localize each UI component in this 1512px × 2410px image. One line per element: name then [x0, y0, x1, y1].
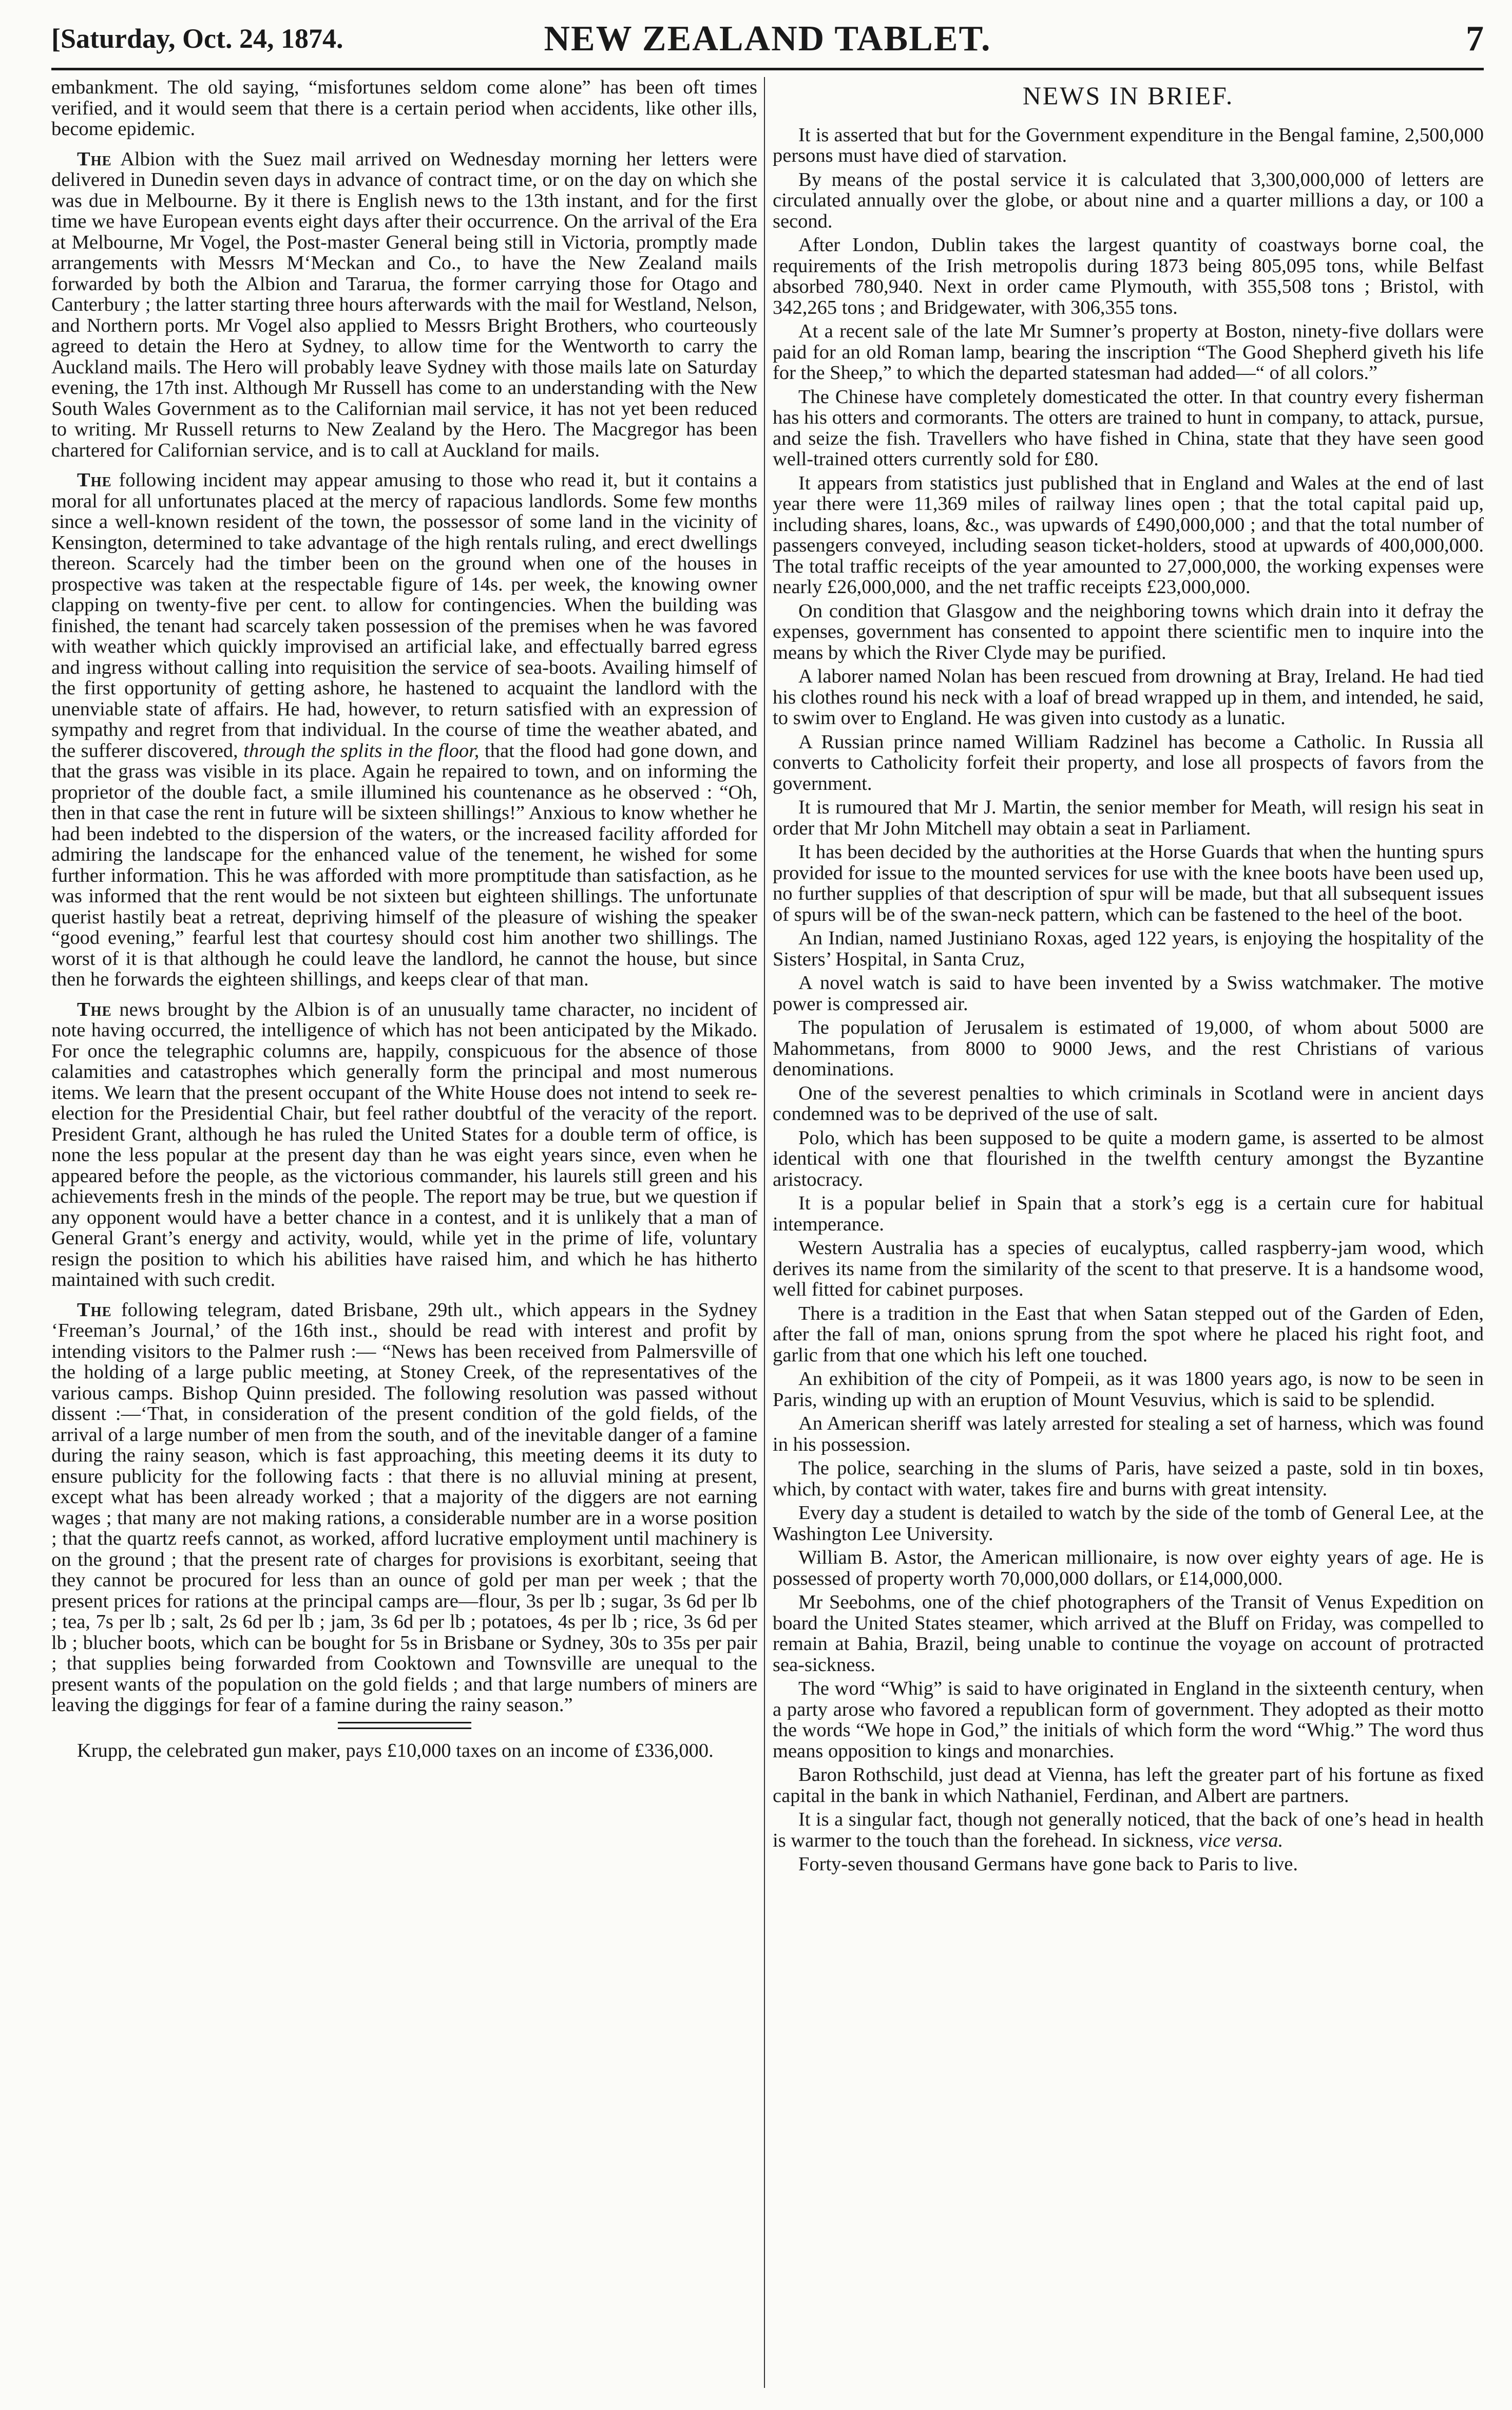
paragraph-text: following incident may appear amusing to those who read it, but it contains a moral for all unfortunates placed at the mercy of rapacious landlords. Some few months since a well-known resident of the town, the possessor of some land in the vicinity of Kensington, determined to take advantage of the high rentals ruling, and erect dwellings thereon. Scarcely had the timber been on the ground when one of the houses in prospective was taken at the respectable figure of 14s. per week, the knowing owner clapping on twenty-five per cent. to allow for contingencies. When the building was finished, the tenant had scarcely taken possession of the premises when he was favored with weather which quickly improvised an artificial lake, and effectually barred egress and ingress without calling into requisition the service of sea-boots. Availing himself of the first opportunity of getting ashore, he hastened to acquaint the landlord with the unenviable state of affairs. He had, however, to return satisfied with an expression of sympathy and regret from that individual. In the course of time the weather abated, and the sufferer discovered,	[51, 469, 757, 762]
news-item: The population of Jerusalem is estimated of 19,000, of whom about 5000 are Mahommetans, from 8000 to 9000 Jews, and the rest Christians of various denominations.	[773, 1017, 1484, 1080]
masthead-rule	[51, 68, 1484, 70]
paragraph-text: news brought by the Albion is of an unusually tame character, no incident of note having occurred, the intelligence of which has not been anticipated by the Mikado. For once the telegraphic columns are, happily, conspicuous for the absence of those calamities and catastrophes which generally form the principal and most numerous items. We learn that the present occupant of the White House does not intend to seek re-election for the Presidential Chair, but feel rather doubtful of the veracity of the report. President Grant, although he has ruled the United States for a double term of office, is none the less popular at the present day than he was eight years since, even when he appeared before the people, as the victorious commander, his laurels still green and his achievements fresh in the minds of the people. The report may be true, but we question if any opponent would have a better chance in a contest, and it is unlikely that a man of General Grant’s energy and activity, would, while yet in the prime of life, voluntary resign the position to which his abilities have raised him, and which he has hitherto maintained with such credit.	[51, 998, 757, 1291]
issue-date: [Saturday, Oct. 24, 1874.	[51, 23, 343, 54]
news-item: An American sheriff was lately arrested for stealing a set of harness, which was found in his possession.	[773, 1413, 1484, 1455]
news-item: A novel watch is said to have been invented by a Swiss watchmaker. The motive power is compressed air.	[773, 972, 1484, 1015]
section-divider	[338, 1722, 471, 1729]
column-rule	[764, 77, 765, 2388]
article-paragraph	[51, 999, 757, 1291]
news-item: It has been decided by the authorities at the Horse Guards that when the hunting spurs provided for issue to the mounted services for use with the knee boots have been used up, no further supplies of that description of spur will be made, but that all subsequent issues of spurs will be of the swan-neck pattern, which can be fastened to the heel of the boot.	[773, 841, 1484, 925]
news-item: Mr Seebohms, one of the chief photographers of the Transit of Venus Expedition on board the United States steamer, which arrived at the Bluff on Friday, was compelled to remain at Bahia, Brazil, being unable to continue the voyage on account of protracted sea-sickness.	[773, 1591, 1484, 1676]
news-item: It is a popular belief in Spain that a stork’s egg is a certain cure for habitual intemperance.	[773, 1192, 1484, 1235]
news-item: The police, searching in the slums of Paris, have seized a paste, sold in tin boxes, which, by contact with water, takes fire and burns with great intensity.	[773, 1457, 1484, 1500]
news-item: By means of the postal service it is calculated that 3,300,000,000 of letters are circulated annually over the globe, or about nine and a quarter millions a day, or 100 a second.	[773, 168, 1484, 232]
news-item: Western Australia has a species of eucalyptus, called raspberry-jam wood, which derives its name from the similarity of the scent to that preserve. It is a handsome wood, well fitted for cabinet purposes.	[773, 1237, 1484, 1300]
lead-word: The	[77, 1299, 112, 1321]
italic-text: through the splits in the floor,	[243, 739, 480, 762]
news-item: It is asserted that but for the Government expenditure in the Bengal famine, 2,500,000 persons must have died of starvation.	[773, 124, 1484, 166]
news-item: An Indian, named Justiniano Roxas, aged 122 years, is enjoying the hospitality of the Sisters’ Hospital, in Santa Cruz,	[773, 927, 1484, 970]
article-paragraph	[51, 149, 757, 461]
paragraph-text: following telegram, dated Brisbane, 29th ult., which appears in the Sydney ‘Freeman’s Journal,’ of the 16th inst., should be read with interest and profit by intending visitors to the Palmer rush :— “News has been received from Palmersville of the holding of a large public meeting, at Stoney Creek, of the representatives of the various camps. Bishop Quinn presided. The following resolution was passed without dissent :—‘That, in consideration of the present condition of the gold fields, of the arrival of a large number of men from the south, and of the inevitable danger of a famine during the rainy season, which is fast approaching, this meeting deems it its duty to ensure publicity for the following facts : that there is no alluvial mining at present, except what has been already worked ; that a majority of the diggers are not earning wages ; that many are not making rations, a considerable number are in a worse position ; that the quartz reefs cannot, as worked, afford lucrative employment until machinery is on the ground ; that the present rate of charges for provisions is exorbitant, seeing that they cannot be procured for less than an ounce of gold per man per week ; that the present prices for rations at the principal camps are—flour, 3s per lb ; sugar, 3s 6d per lb ; tea, 7s per lb ; salt, 2s 6d per lb ; jam, 3s 6d per lb ; potatoes, 4s per lb ; rice, 3s 6d per lb ; blucher boots, which can be bought for 5s in Brisbane or Sydney, 30s to 35s per pair ; that supplies being forwarded from Cooktown and Townsville are unequal to the present wants of the population on the gold fields ; and that large numbers of miners are leaving the diggings for fear of a famine during the rainy season.”	[51, 1299, 757, 1716]
italic-text: vice versa.	[1198, 1829, 1284, 1851]
news-list	[773, 125, 1484, 1875]
lead-word: The	[77, 469, 112, 491]
right-column	[773, 77, 1484, 2388]
news-item: At a recent sale of the late Mr Sumner’s property at Boston, ninety-five dollars were paid for an old Roman lamp, bearing the inscription “The Good Shepherd giveth his life for the Sheep,” to which the departed statesman had added—“ of all colors.”	[773, 320, 1484, 384]
paragraph-text: that the flood had gone down, and that the grass was visible in its place. Again he repaired to town, and on informing the proprietor of the double fact, a smile illumined his countenance as he observed : “Oh, then in that case the rent in future will be sixteen shillings!” Anxious to know whether he had been indebted to the dispersion of the waters, or the increased facility afforded for admiring the landscape for the enhanced value of the tenement, he wished for some further information. This he was afforded with more promptitude than satisfaction, as he was informed that the rent would be not sixteen but eighteen shillings. The unfortunate querist hastily beat a retreat, depriving himself of the pleasure of wishing the speaker “good evening,” fearful lest that courtesy should cost him another two shillings. The worst of it is that although he could leave the landlord, he cannot the house, but since then he forwards the eighteen shillings, and keeps clear of that man.	[51, 739, 757, 990]
lead-word: The	[77, 998, 112, 1020]
news-item: It is rumoured that Mr J. Martin, the senior member for Meath, will resign his seat in order that Mr John Mitchell may obtain a seat in Parliament.	[773, 796, 1484, 839]
news-item: Baron Rothschild, just dead at Vienna, has left the greater part of his fortune as fixed capital in the bank in which Nathaniel, Ferdinan, and Albert are partners.	[773, 1764, 1484, 1807]
article-paragraph	[51, 1300, 757, 1716]
article-paragraph	[51, 470, 757, 990]
news-item: An exhibition of the city of Pompeii, as it was 1800 years ago, is now to be seen in Paris, winding up with an eruption of Mount Vesuvius, which is said to be splendid.	[773, 1368, 1484, 1411]
news-item: The word “Whig” is said to have originated in England in the sixteenth century, when a party arose who favored a republican form of government. They adopted as their motto the words “We hope in God,” the initials of which form the word “Whig.” The word thus means opposition to kings and monarchies.	[773, 1678, 1484, 1762]
news-item: One of the severest penalties to which criminals in Scotland were in ancient days condemned was to be deprived of the use of salt.	[773, 1082, 1484, 1125]
paragraph-text: Albion with the Suez mail arrived on Wednesday morning her letters were delivered in Dunedin seven days in advance of contract time, or on the day on which she was due in Melbourne. By it there is English news to the 13th instant, and for the first time we have European events eight days after their occurrence. On the arrival of the Era at Melbourne, Mr Vogel, the Post-master General being still in Victoria, promptly made arrangements with Messrs M‘Meckan and Co., to have the New Zealand mails forwarded by both the Albion and Tararua, the former carrying those for Otago and Canterbury ; the latter starting three hours afterwards with the mail for Westland, Nelson, and Northern ports. Mr Vogel also applied to Messrs Bright Brothers, who courteously agreed to detain the Hero at Sydney, to allow time for the Wentworth to carry the Auckland mails. The Hero will probably leave Sydney with those mails late on Saturday evening, the 17th inst. Although Mr Russell has come to an understanding with the New South Wales Government as to the Californian mail service, it has not yet been reduced to writing. Mr Russell returns to New Zealand by the Hero. The Macgregor has been chartered for Californian service, and is to call at Auckland for mails.	[51, 148, 757, 461]
news-item: A laborer named Nolan has been rescued from drowning at Bray, Ireland. He had tied his clothes round his neck with a loaf of bread wrapped up in them, and intended, he said, to swim over to England. He was given into custody as a lunatic.	[773, 666, 1484, 729]
news-item: On condition that Glasgow and the neighboring towns which drain into it defray the expenses, government has consented to appoint there scientific men to inquire into the means by which the River Clyde may be purified.	[773, 600, 1484, 663]
news-item: It appears from statistics just published that in England and Wales at the end of last year there were 11,369 miles of railway lines open ; that the total capital paid up, including shares, loans, &c., was upwards of £490,000,000 ; and that the total number of passengers conveyed, including season ticket-holders, stood at upwards of 400,000,000. The total traffic receipts of the year amounted to 27,000,000, the working expenses were nearly £26,000,000, and the net traffic receipts £23,000,000.	[773, 472, 1484, 598]
news-item: Forty-seven thousand Germans have gone back to Paris to live.	[798, 1853, 1298, 1875]
masthead	[51, 15, 1484, 72]
article-paragraph: embankment. The old saying, “misfortunes seldom come alone” has been oft times verified, and it would seem that there is a certain period when accidents, like other ills, become epidemic.	[51, 77, 757, 140]
newspaper-title: NEW ZEALAND TABLET.	[544, 19, 991, 59]
section-heading: NEWS IN BRIEF.	[1022, 81, 1234, 110]
news-item: After London, Dublin takes the largest quantity of coastways borne coal, the requirements of the Irish metropolis during 1873 being 805,095 tons, while Belfast absorbed 780,940. Next in order came Plymouth, with 355,508 tons ; Bristol, with 342,265 tons ; and Bridgewater, with 306,355 tons.	[773, 234, 1484, 318]
news-item: The Chinese have completely domesticated the otter. In that country every fisherman has his otters and cormorants. The otters are trained to hunt in company, to attack, pursue, and seize the fish. Travellers who have fished in China, state that they have seen good well-trained otters currently sold for £80.	[773, 386, 1484, 470]
news-item: William B. Astor, the American millionaire, is now over eighty years of age. He is possessed of property worth 70,000,000 dollars, or £14,000,000.	[773, 1547, 1484, 1589]
lead-word: The	[77, 148, 112, 170]
article-paragraph: Krupp, the celebrated gun maker, pays £10,000 taxes on an income of £336,000.	[77, 1739, 714, 1761]
page-number: 7	[1466, 19, 1484, 59]
news-item: There is a tradition in the East that when Satan stepped out of the Garden of Eden, after the fall of man, onions sprung from the spot where he placed his right foot, and garlic from that one which his left one touched.	[773, 1302, 1484, 1366]
left-column	[51, 77, 757, 2388]
news-item: A Russian prince named William Radzinel has become a Catholic. In Russia all converts to Catholicity forfeit their property, and lose all prospects of favors from the government.	[773, 731, 1484, 794]
news-item: Every day a student is detailed to watch by the side of the tomb of General Lee, at the Washington Lee University.	[773, 1502, 1484, 1545]
paragraph-text: It is a singular fact, though not generally noticed, that the back of one’s head in health is warmer to the touch than the forehead. In sickness,	[773, 1809, 1484, 1851]
news-item: Polo, which has been supposed to be quite a modern game, is asserted to be almost identical with one that flourished in the twelfth century amongst the Byzantine aristocracy.	[773, 1127, 1484, 1190]
news-item	[773, 1809, 1484, 1851]
